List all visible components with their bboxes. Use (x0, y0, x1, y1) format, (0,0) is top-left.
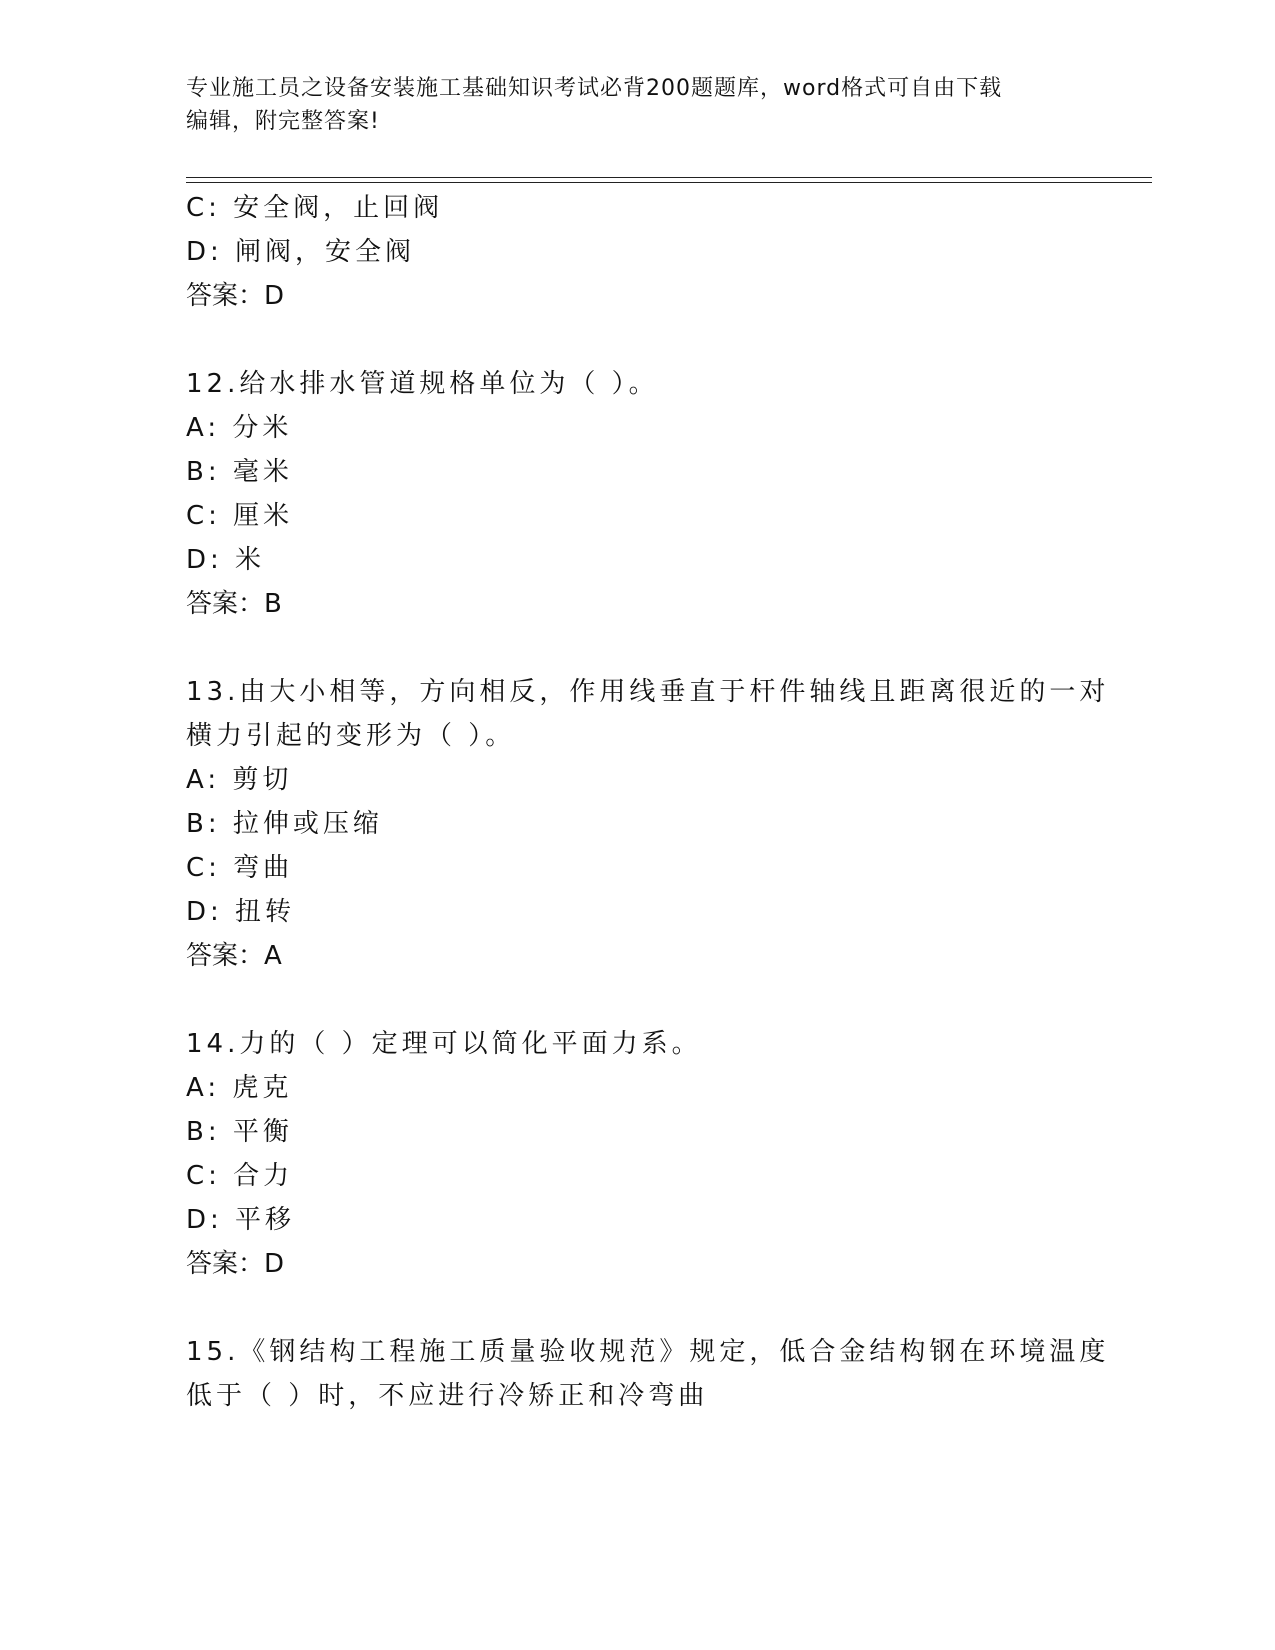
q13-option-d: D: 扭转 (186, 897, 296, 927)
q13-answer: 答案：A (186, 941, 282, 971)
q13-stem-line-2: 横力引起的变形为（ ）。 (186, 721, 516, 751)
q11-answer: 答案：D (186, 281, 285, 311)
q12-option-b: B: 毫米 (186, 457, 293, 487)
q15-stem-line-2: 低于（ ）时，不应进行冷矫正和冷弯曲 (186, 1381, 709, 1411)
q14-option-d: D: 平移 (186, 1205, 296, 1235)
q14-option-b: B: 平衡 (186, 1117, 293, 1147)
header-title-line-2: 编辑，附完整答案! (186, 109, 380, 134)
q12-answer: 答案：B (186, 589, 282, 619)
q15-stem-line-1: 15.《钢结构工程施工质量验收规范》规定，低合金结构钢在环境温度 (186, 1337, 1110, 1367)
q12-stem: 12.给水排水管道规格单位为（ ）。 (186, 369, 659, 399)
q13-option-b: B: 拉伸或压缩 (186, 809, 383, 839)
q14-answer: 答案：D (186, 1249, 285, 1279)
q13-option-c: C: 弯曲 (186, 853, 294, 883)
q11-option-d: D: 闸阀，安全阀 (186, 237, 416, 267)
q12-option-a: A: 分米 (186, 413, 293, 443)
q14-option-a: A: 虎克 (186, 1073, 293, 1103)
q12-option-d: D: 米 (186, 545, 266, 575)
q12-option-c: C: 厘米 (186, 501, 294, 531)
header-divider-bottom (186, 182, 1152, 183)
q14-option-c: C: 合力 (186, 1161, 294, 1191)
q14-stem: 14.力的（ ）定理可以简化平面力系。 (186, 1029, 702, 1059)
header-title-line-1: 专业施工员之设备安装施工基础知识考试必背200题题库，word格式可自由下载 (186, 76, 1003, 101)
document-header (186, 72, 1086, 138)
q11-option-c: C: 安全阀，止回阀 (186, 193, 444, 223)
header-divider-top (186, 177, 1152, 178)
q13-stem-line-1: 13.由大小相等，方向相反，作用线垂直于杆件轴线且距离很近的一对 (186, 677, 1110, 707)
q13-option-a: A: 剪切 (186, 765, 293, 795)
